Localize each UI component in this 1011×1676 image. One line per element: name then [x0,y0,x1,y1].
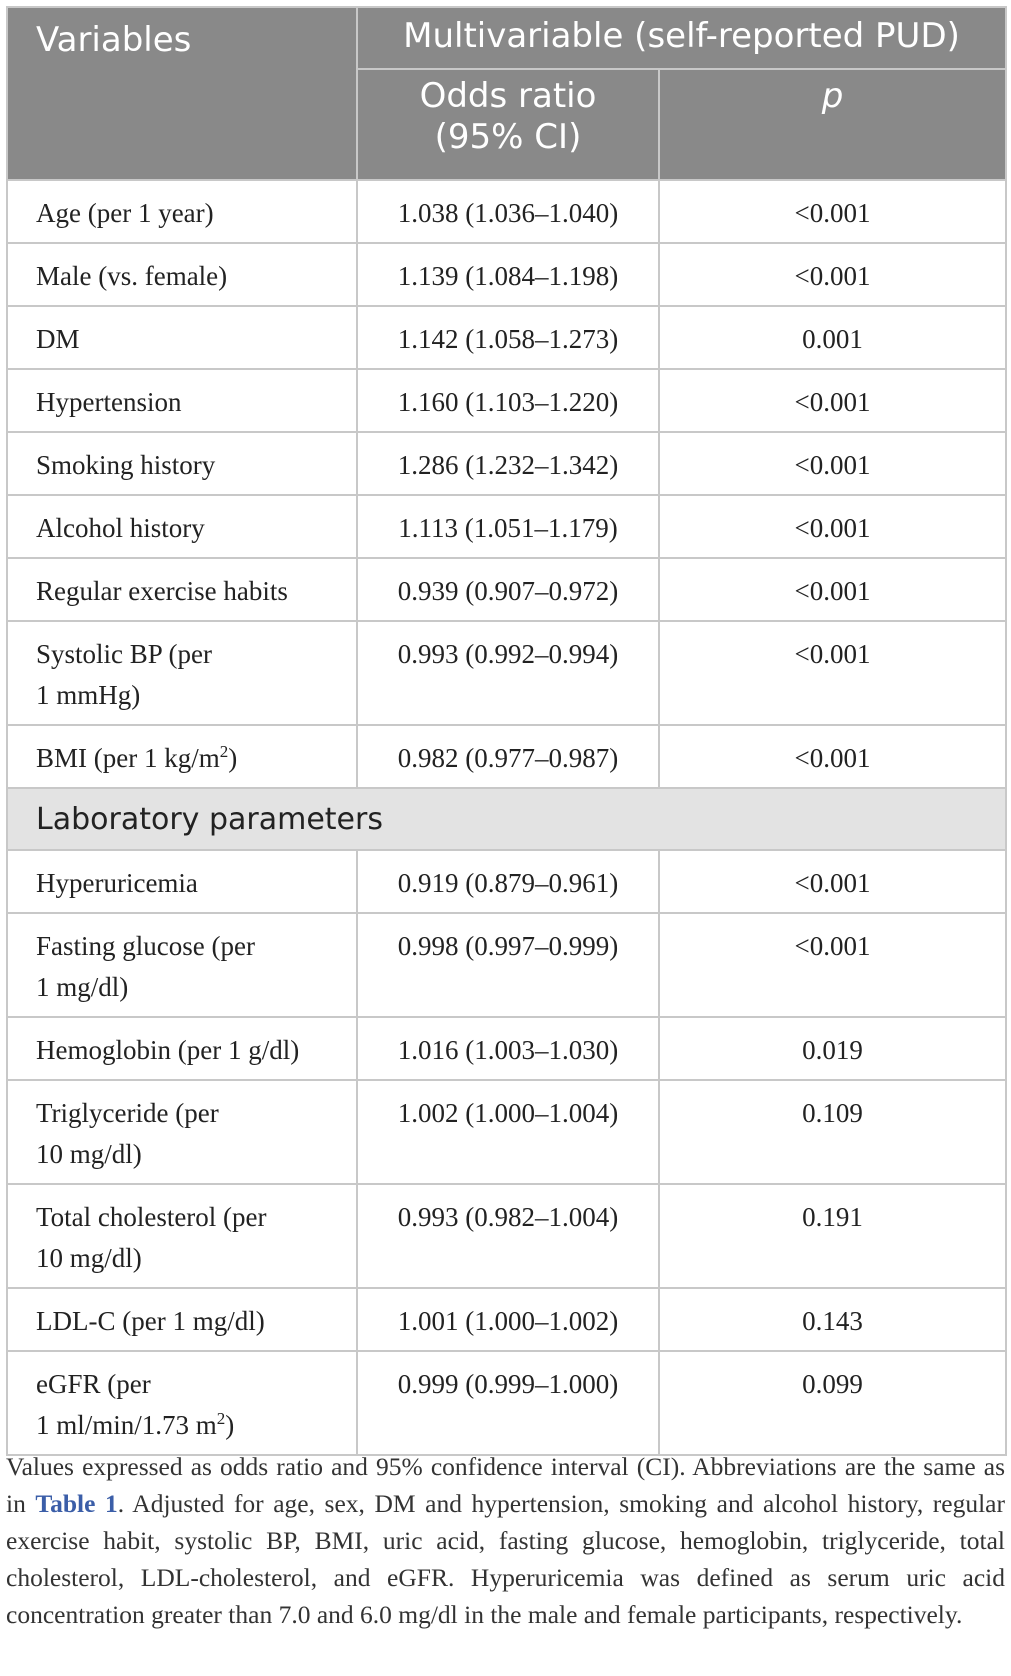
variable-text: BMI (per 1 kg/m [36,743,220,773]
odds-ratio-cell: 0.999 (0.999–1.000) [357,1351,659,1455]
odds-ratio-cell: 1.016 (1.003–1.030) [357,1017,659,1080]
section-row [7,788,1006,850]
table-row [7,725,1006,788]
odds-ratio-cell: 1.038 (1.036–1.040) [357,180,659,243]
odds-ratio-header-line2: (95% CI) [434,117,582,158]
variables-header: Variables [7,7,357,180]
p-value-header: p [659,69,1006,180]
p-value-cell: 0.019 [659,1017,1006,1080]
table-row [7,1017,1006,1080]
variable-line1: Total cholesterol (per [36,1202,267,1232]
variable-line1: Systolic BP (per [36,639,213,669]
p-value-cell: <0.001 [659,495,1006,558]
table-1-link[interactable]: Table 1 [35,1489,118,1518]
p-value-cell: 0.143 [659,1288,1006,1351]
variable-cell: Hyperuricemia [7,850,357,913]
variable-cell [7,1351,357,1455]
variable-cell: LDL-C (per 1 mg/dl) [7,1288,357,1351]
odds-ratio-header [357,69,659,180]
odds-ratio-cell: 1.001 (1.000–1.002) [357,1288,659,1351]
odds-ratio-cell: 0.919 (0.879–0.961) [357,850,659,913]
table-row [7,621,1006,725]
table-row [7,913,1006,1017]
p-value-cell: <0.001 [659,369,1006,432]
table-footnote [6,1448,1005,1633]
odds-ratio-header-line1: Odds ratio [419,76,597,116]
footnote-text: Values expressed as odds ratio and 95% confidence interval (CI). Abbreviations are the same as in [6,1452,1005,1518]
table-row [7,369,1006,432]
odds-ratio-cell: 1.286 (1.232–1.342) [357,432,659,495]
p-value-cell: 0.109 [659,1080,1006,1184]
odds-ratio-cell: 0.982 (0.977–0.987) [357,725,659,788]
variable-line2: 1 mg/dl) [36,972,129,1002]
table-row [7,850,1006,913]
table-row [7,1351,1006,1455]
multivariable-header: Multivariable (self-reported PUD) [357,7,1006,69]
odds-ratio-cell: 1.002 (1.000–1.004) [357,1080,659,1184]
table-row [7,1080,1006,1184]
footnote-text-continued: . Adjusted for age, sex, DM and hypertension, smoking and alcohol history, regular exercise habit, systolic BP, BMI, uric acid, fasting glucose, hemoglobin, triglyceride, total cholesterol, LDL-cholesterol, and eGFR. Hyperuricemia was defined as serum uric acid concentration greater than 7.0 and 6.0 mg/dl in the male and female participants, respectively. [6,1489,1005,1629]
superscript: 2 [219,742,229,761]
table-row [7,243,1006,306]
variable-line1: Fasting glucose (per [36,931,255,961]
table-row [7,180,1006,243]
odds-ratio-cell: 0.998 (0.997–0.999) [357,913,659,1017]
p-value-cell: 0.191 [659,1184,1006,1288]
table-row [7,306,1006,369]
table-row [7,558,1006,621]
p-value-cell: <0.001 [659,432,1006,495]
variable-line2: 1 mmHg) [36,680,141,710]
odds-ratio-cell: 0.993 (0.982–1.004) [357,1184,659,1288]
odds-ratio-cell: 0.939 (0.907–0.972) [357,558,659,621]
p-value-cell: <0.001 [659,243,1006,306]
odds-ratio-cell: 0.993 (0.992–0.994) [357,621,659,725]
p-value-cell: 0.099 [659,1351,1006,1455]
superscript: 2 [216,1409,226,1428]
variable-cell [7,1184,357,1288]
odds-ratio-cell: 1.160 (1.103–1.220) [357,369,659,432]
variable-cell: Alcohol history [7,495,357,558]
variable-cell: Regular exercise habits [7,558,357,621]
p-value-cell: <0.001 [659,850,1006,913]
table-row [7,1184,1006,1288]
variable-cell: Age (per 1 year) [7,180,357,243]
table-row [7,1288,1006,1351]
table-row [7,432,1006,495]
p-value-cell: <0.001 [659,621,1006,725]
table-row [7,495,1006,558]
p-value-cell: <0.001 [659,913,1006,1017]
p-value-cell: <0.001 [659,180,1006,243]
section-label: Laboratory parameters [7,788,1006,850]
odds-ratio-cell: 1.142 (1.058–1.273) [357,306,659,369]
variable-cell [7,621,357,725]
multivariable-results-table [6,6,1007,1456]
odds-ratio-cell: 1.113 (1.051–1.179) [357,495,659,558]
variable-text-end: ) [228,743,238,773]
variable-line1: eGFR (per [36,1369,151,1399]
variable-line2: 10 mg/dl) [36,1243,142,1273]
results-table-container [6,6,1005,1456]
variable-line1: Triglyceride (per [36,1098,219,1128]
variable-cell: Smoking history [7,432,357,495]
variable-text: 1 ml/min/1.73 m [36,1410,217,1440]
variable-cell: Hemoglobin (per 1 g/dl) [7,1017,357,1080]
header-row-1 [7,7,1006,69]
variable-line2 [36,1410,234,1440]
variable-cell [7,725,357,788]
variable-line2: 10 mg/dl) [36,1139,142,1169]
variable-cell [7,913,357,1017]
variable-cell: Male (vs. female) [7,243,357,306]
variable-cell [7,1080,357,1184]
p-value-cell: <0.001 [659,725,1006,788]
variable-cell: Hypertension [7,369,357,432]
odds-ratio-cell: 1.139 (1.084–1.198) [357,243,659,306]
variable-text-end: ) [225,1410,235,1440]
p-value-cell: 0.001 [659,306,1006,369]
p-value-cell: <0.001 [659,558,1006,621]
variable-cell: DM [7,306,357,369]
